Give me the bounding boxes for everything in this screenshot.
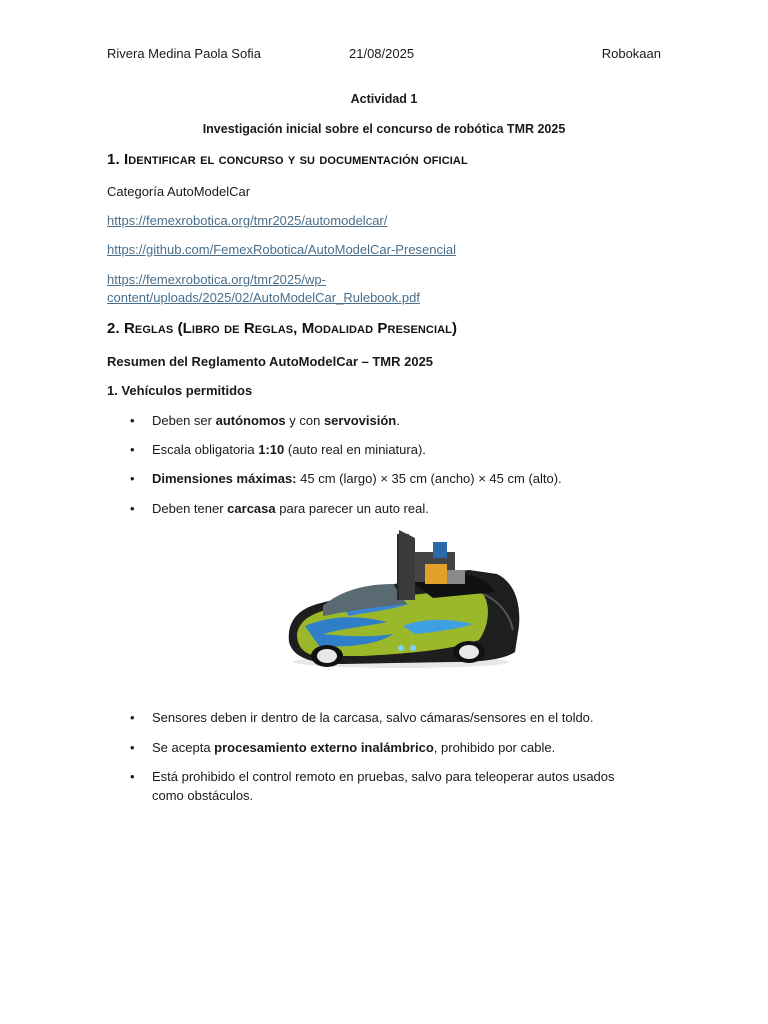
section-1-heading: 1. Identificar el concurso y su documentación oficial (107, 151, 468, 168)
header-date: 21/08/2025 (349, 46, 415, 61)
rc-car-image (283, 530, 523, 672)
document-subtitle: Investigación inicial sobre el concurso de robótica TMR 2025 (202, 122, 566, 136)
header-author: Rivera Medina Paola Sofia (107, 46, 261, 61)
summary-title: Resumen del Reglamento AutoModelCar – TMR 2025 (107, 354, 434, 369)
list-item: • Sensores deben ir dentro de la carcasa, salvo cámaras/sensores en el toldo. (152, 708, 652, 727)
section-2-heading: 2. Reglas (Libro de Reglas, Modalidad Presencial) (107, 320, 458, 337)
link-rulebook-line1: https://femexrobotica.org/tmr2025/wp- (107, 272, 326, 287)
link-rulebook-line2: content/uploads/2025/02/AutoModelCar_Rulebook.pdf (107, 290, 420, 305)
list-item: • Está prohibido el control remoto en pruebas, salvo para teleoperar autos usados como obstáculos. (152, 767, 652, 805)
category-label: Categoría AutoModelCar (107, 184, 251, 199)
list-item: • Deben tener carcasa para parecer un auto real. (152, 499, 652, 518)
page-header (107, 46, 661, 64)
link-rulebook[interactable] (107, 271, 420, 307)
list-item: • Dimensiones máximas: 45 cm (largo) × 35 cm (ancho) × 45 cm (alto). (152, 469, 652, 488)
document-title: Actividad 1 (350, 92, 418, 106)
link-automodelcar[interactable]: https://femexrobotica.org/tmr2025/automodelcar/ (107, 213, 388, 228)
link-github[interactable]: https://github.com/FemexRobotica/AutoModelCar-Presencial (107, 242, 456, 257)
list-item: • Se acepta procesamiento externo inalámbrico, prohibido por cable. (152, 738, 652, 757)
list-item: • Escala obligatoria 1:10 (auto real en miniatura). (152, 440, 652, 459)
rc-car-icon (283, 530, 523, 672)
header-team: Robokaan (601, 46, 661, 61)
list-item: • Deben ser autónomos y con servovisión. (152, 411, 652, 430)
subsection-title: 1. Vehículos permitidos (107, 383, 253, 398)
